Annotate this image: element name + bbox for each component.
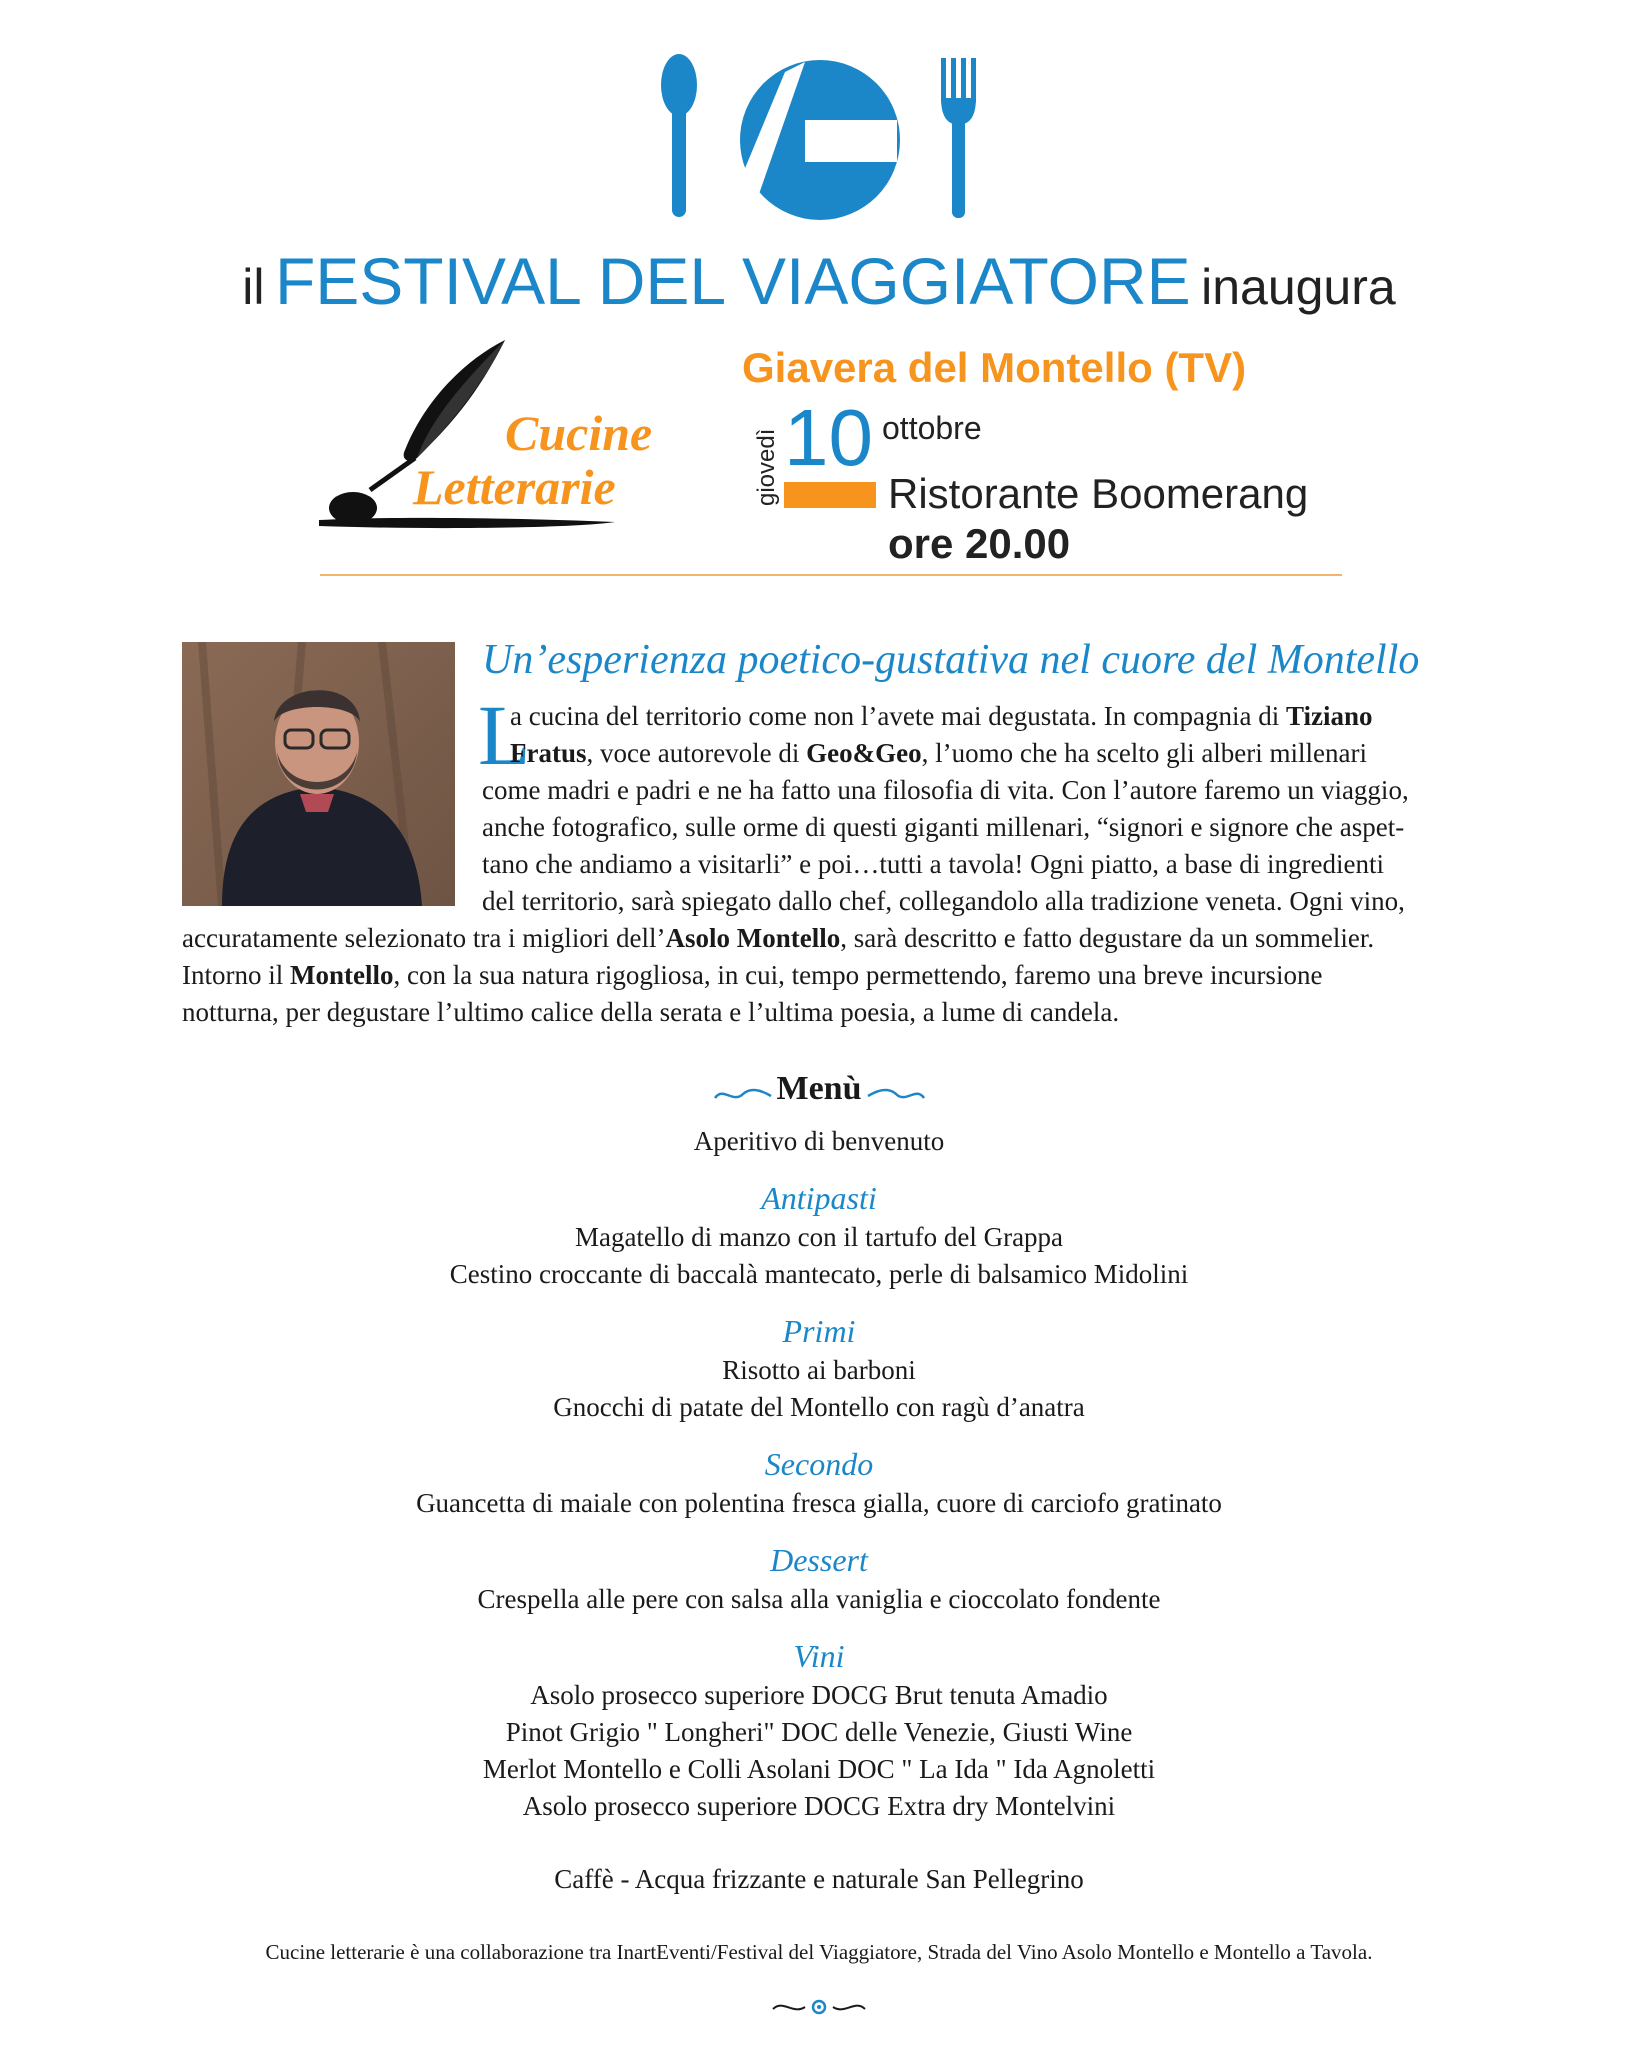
menu-item: Risotto ai barboni	[722, 1355, 916, 1385]
footer-ornament	[0, 1995, 1638, 2024]
brush-stroke	[319, 518, 615, 528]
logo-text-cucine: Cucine	[505, 405, 653, 461]
menu-item: Gnocchi di patate del Montello con ragù d’anatra	[553, 1392, 1085, 1422]
body-line-8: Intorno il Montello, con la sua natura rigogliosa, in cui, tempo permettendo, faremo una breve incursione	[182, 960, 1323, 990]
body-line-2: Fratus, voce autorevole di Geo&Geo, l’uomo che ha scelto gli alberi millenari	[510, 738, 1367, 768]
menu-title: Menù	[776, 1070, 862, 1107]
body-line-7: accuratamente selezionato tra i migliori dell’Asolo Montello, sarà descritto e fatto degustare da un sommelier.	[182, 923, 1375, 953]
menu-item: Asolo prosecco superiore DOCG Extra dry Montelvini	[522, 1791, 1116, 1821]
date-accent-bar	[784, 482, 876, 508]
menu-aperitivo: Aperitivo di benvenuto	[693, 1126, 945, 1156]
menu-section-secondo: Secondo	[764, 1446, 874, 1482]
menu-section-dessert: Dessert	[770, 1542, 868, 1578]
article-title: Un’esperienza poetico-gustativa nel cuore del Montello	[482, 637, 1420, 683]
flourish-right-icon	[866, 1084, 926, 1106]
flourish-left-icon	[713, 1084, 773, 1106]
menu-item: Pinot Grigio " Longheri" DOC delle Venezie, Giusti Wine	[505, 1717, 1133, 1747]
menu-item: Guancetta di maiale con polentina fresca gialla, cuore di carciofo gratinato	[416, 1488, 1222, 1518]
menu-section-antipasti: Antipasti	[761, 1180, 877, 1216]
menu-item: Cestino croccante di baccalà mantecato, perle di balsamico Midolini	[449, 1259, 1189, 1289]
body-line-4: anche fotografico, sulle orme di questi giganti millenari, “signori e signore che aspet-	[482, 812, 1405, 842]
footer-note: Cucine letterarie è una collaborazione tra InartEventi/Festival del Viaggiatore, Strada del Vino Asolo Montello e Montello a Tavola.	[265, 1940, 1373, 1964]
menu-caffe: Caffè - Acqua frizzante e naturale San Pellegrino	[554, 1864, 1084, 1894]
event-time: ore 20.00	[888, 520, 1071, 567]
menu-item: Asolo prosecco superiore DOCG Brut tenuta Amadio	[530, 1680, 1108, 1710]
headline	[0, 244, 1638, 318]
ornament-icon	[769, 1995, 869, 2019]
menu-item: Magatello di manzo con il tartufo del Grappa	[574, 1222, 1064, 1252]
drop-cap: L	[478, 687, 531, 783]
festival-logo	[655, 52, 985, 222]
event-venue: Ristorante Boomerang	[888, 470, 1309, 517]
menu-section-vini: Vini	[793, 1638, 845, 1674]
headline-pre: il	[242, 259, 265, 315]
festival-title: FESTIVAL DEL VIAGGIATORE	[274, 244, 1191, 318]
fork-icon	[941, 58, 976, 218]
headline-post: inaugura	[1201, 259, 1396, 315]
menu-item: Crespella alle pere con salsa alla vaniglia e cioccolato fondente	[477, 1584, 1161, 1614]
author-photo	[182, 642, 455, 906]
menu-item: Merlot Montello e Colli Asolani DOC " La Ida " Ida Agnoletti	[482, 1754, 1156, 1784]
body-line-1: a cucina del territorio come non l’avete mai degustata. In compagnia di Tiziano	[510, 701, 1373, 731]
logo-text-letterarie: Letterarie	[413, 459, 616, 515]
body-line-3: come madri e padri e ne ha fatto una filosofia di vita. Con l’autore faremo un viaggio,	[482, 775, 1409, 805]
fv-circle-logo	[731, 60, 900, 220]
menu-section-primi: Primi	[782, 1313, 856, 1349]
cucine-letterarie-logo	[315, 340, 760, 540]
event-day: 10	[784, 393, 873, 482]
spoon-icon	[661, 54, 697, 217]
body-line-9: notturna, per degustare l’ultimo calice della serata e l’ultima poesia, a lume di candela.	[182, 997, 1120, 1027]
divider	[320, 574, 1342, 576]
body-line-6: del territorio, sarà spiegato dallo chef, collegandolo alla tradizione veneta. Ogni vino,	[482, 886, 1405, 916]
event-place: Giavera del Montello (TV)	[742, 344, 1247, 391]
menu-header	[0, 1070, 1638, 1108]
body-line-5: tano che andiamo a visitarli” e poi…tutti a tavola! Ogni piatto, a base di ingredienti	[482, 849, 1384, 879]
event-month: ottobre	[882, 410, 982, 446]
svg-text:giovedì: giovedì	[753, 428, 780, 506]
